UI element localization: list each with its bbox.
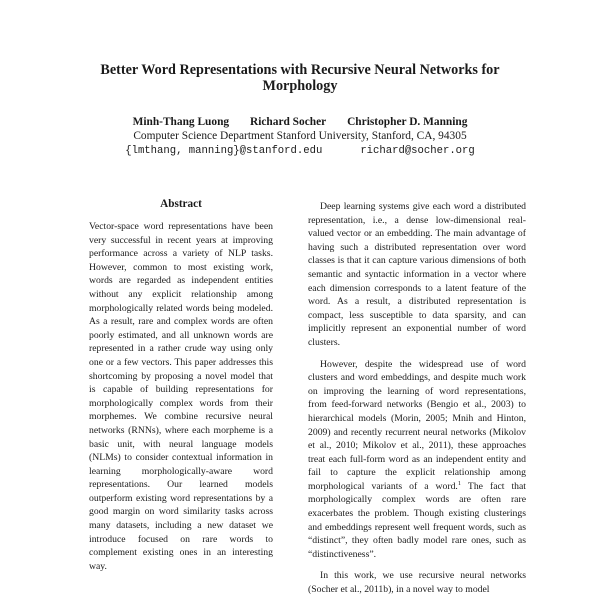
email: {lmthang, manning}@stanford.edu [125,145,323,157]
footnote-mark: 1 [457,479,462,487]
intro-paragraph-3: In this work, we use recursive neural networks (Socher et al., 2011b), in a novel way to model [308,570,526,596]
intro-paragraph-1: Deep learning systems give each word a distributed representation, i.e., a dense low-dimensional real-valued vector or an embedding. The main advantage of having such a distributed representation over word classes is that it can capture various dimensions of both semantic and syntactic information in a vector where each dimension corresponds to a latent feature of the word. As a result, a distributed representation is compact, less susceptible to data sparsity, and can implicitly represent an exponential number of word clusters. [308,201,526,348]
author-name: Richard Socher [249,116,327,128]
author-name: Christopher D. Manning [347,116,468,128]
abstract-heading: Abstract [160,198,202,210]
intro-paragraph-2 [308,358,526,562]
title-line-1: Better Word Representations with Recursive Neural Networks for [100,62,500,78]
title-line-2: Morphology [262,78,338,94]
introduction-column [308,200,526,605]
paper-title [60,62,540,94]
intro-paragraph-2-text: However, despite the widespread use of word clusters and word embeddings, and despite much work on improving the learning of word representations, from feed-forward networks (Bengio et al., 2003) to hierarchical models (Morin, 2005; Mnih and Hinton, 2009) and recently recurrent neural networks (Mikolov et al., 2010; Mikolov et al., 2011), these approaches treat each full-form word as an independent entity and fail to capture the explicit relationship among morphological variants of a word. [308,358,526,492]
author-name: Minh-Thang Luong [132,116,230,128]
intro-paragraph-2-text-cont: The fact that morphologically complex words are often rare exacerbates the problem. Though existing clusterings and embeddings represent well frequent words, such as “distinct”, they often badly model rare ones, such as “distinctiveness”. [308,480,526,560]
abstract-text: Vector-space word representations have been very successful in recent years at improving performance across a variety of NLP tasks. However, common to most existing work, words are regarded as independent entities without any explicit relationship among morphologically related words being modeled. As a result, rare and complex words are often poorly estimated, and all unknown words are represented in a rather crude way using only one or a few vectors. This paper addresses this shortcoming by proposing a novel model that is capable of building representations for morphologically complex words from their morphemes. We combine recursive neural networks (RNNs), where each morpheme is a basic unit, with neural language models (NLMs) to consider contextual information in learning morphologically-aware word representations. Our learned models outperform existing word representations by a good margin on word similarity tasks across many datasets, including a new dataset we introduce focused on rare words to complement existing ones in an interesting way. [89,221,273,572]
author-emails [60,144,540,158]
affiliation: Computer Science Department Stanford University, Stanford, CA, 94305 [133,130,467,142]
author-list [60,115,540,129]
email: richard@socher.org [360,145,475,157]
